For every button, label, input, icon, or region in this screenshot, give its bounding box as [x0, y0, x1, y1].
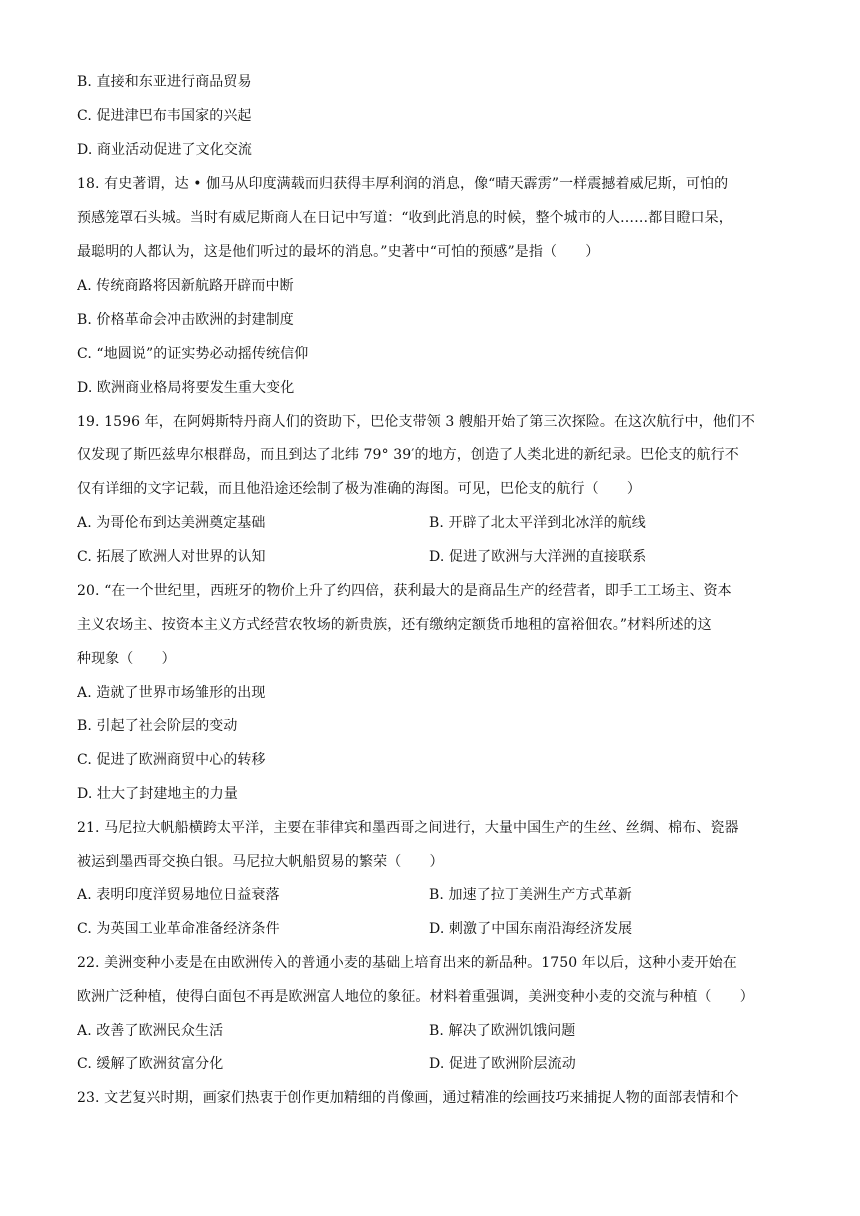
q18-option-c: C. “地圆说”的证实势必动摇传统信仰: [77, 346, 309, 362]
q19-stem-line: 19. 1596 年，在阿姆斯特丹商人们的资助下，巴伦支带领 3 艘船开始了第三次探险。在这次航行中，他们不: [77, 414, 755, 430]
q21-option-d: D. 刺激了中国东南沿海经济发展: [429, 921, 633, 937]
q19-stem-line: 仅有详细的文字记载，而且他沿途还绘制了极为准确的海图。可见，巴伦支的航行（ ）: [77, 481, 641, 497]
q18-option-d: D. 欧洲商业格局将要发生重大变化: [77, 380, 295, 396]
q20-option-c: C. 促进了欧洲商贸中心的转移: [77, 752, 266, 768]
q19-option-a: A. 为哥伦布到达美洲奠定基础: [77, 515, 266, 531]
q18-option-a: A. 传统商路将因新航路开辟而中断: [77, 278, 294, 294]
q17-option-d: D. 商业活动促进了文化交流: [77, 142, 253, 158]
q19-option-d: D. 促进了欧洲与大洋洲的直接联系: [429, 549, 647, 565]
q21-stem-line: 被运到墨西哥交换白银。马尼拉大帆船贸易的繁荣（ ）: [77, 854, 444, 870]
q22-stem-line: 欧洲广泛种植，使得白面包不再是欧洲富人地位的象征。材料着重强调，美洲变种小麦的交流与种植（ ）: [77, 989, 754, 1005]
q20-stem-line: 20. “在一个世纪里，西班牙的物价上升了约四倍，获利最大的是商品生产的经营者，即手工工场主、资本: [77, 583, 732, 599]
q22-stem-line: 22. 美洲变种小麦是在由欧洲传入的普通小麦的基础上培育出来的新品种。1750 年以后，这种小麦开始在: [77, 955, 737, 971]
q19-option-c: C. 拓展了欧洲人对世界的认知: [77, 549, 266, 565]
q21-option-b: B. 加速了拉丁美洲生产方式革新: [429, 887, 632, 903]
q19-option-b: B. 开辟了北太平洋到北冰洋的航线: [429, 515, 646, 531]
q20-option-b: B. 引起了社会阶层的变动: [77, 718, 238, 734]
q17-option-c: C. 促进津巴布韦国家的兴起: [77, 108, 252, 124]
q21-option-c: C. 为英国工业革命准备经济条件: [77, 921, 280, 937]
q17-option-b: B. 直接和东亚进行商品贸易: [77, 74, 252, 90]
q22-option-c: C. 缓解了欧洲贫富分化: [77, 1056, 224, 1072]
q18-stem-line: 预感笼罩石头城。当时有威尼斯商人在日记中写道：“收到此消息的时候，整个城市的人……都目瞪口呆，: [77, 210, 733, 226]
q22-option-d: D. 促进了欧洲阶层流动: [429, 1056, 576, 1072]
q23-stem-line: 23. 文艺复兴时期，画家们热衷于创作更加精细的肖像画，通过精准的绘画技巧来捕捉人物的面部表情和个: [77, 1090, 739, 1106]
q18-option-b: B. 价格革命会冲击欧洲的封建制度: [77, 312, 294, 328]
q22-option-a: A. 改善了欧洲民众生活: [77, 1023, 224, 1039]
q19-stem-line: 仅发现了斯匹兹卑尔根群岛，而且到达了北纬 79° 39′的地方，创造了人类北进的新纪录。巴伦支的航行不: [77, 447, 739, 463]
q20-stem-line: 种现象（ ）: [77, 651, 176, 667]
q21-option-a: A. 表明印度洋贸易地位日益衰落: [77, 887, 280, 903]
q18-stem-line: 最聪明的人都认为，这是他们听过的最坏的消息。”史著中“可怕的预感”是指（ ）: [77, 244, 600, 260]
q20-stem-line: 主义农场主、按资本主义方式经营农牧场的新贵族，还有缴纳定额货币地租的富裕佃农。”材料所述的这: [77, 617, 712, 633]
q20-option-a: A. 造就了世界市场雏形的出现: [77, 685, 266, 701]
q20-option-d: D. 壮大了封建地主的力量: [77, 786, 238, 802]
q21-stem-line: 21. 马尼拉大帆船横跨太平洋，主要在菲律宾和墨西哥之间进行，大量中国生产的生丝、丝绸、棉布、瓷器: [77, 820, 739, 836]
q22-option-b: B. 解决了欧洲饥饿问题: [429, 1023, 576, 1039]
q18-stem-line: 18. 有史著谓，达 • 伽马从印度满载而归获得丰厚利润的消息，像“晴天霹雳”一样震撼着威尼斯，可怕的: [77, 176, 729, 192]
